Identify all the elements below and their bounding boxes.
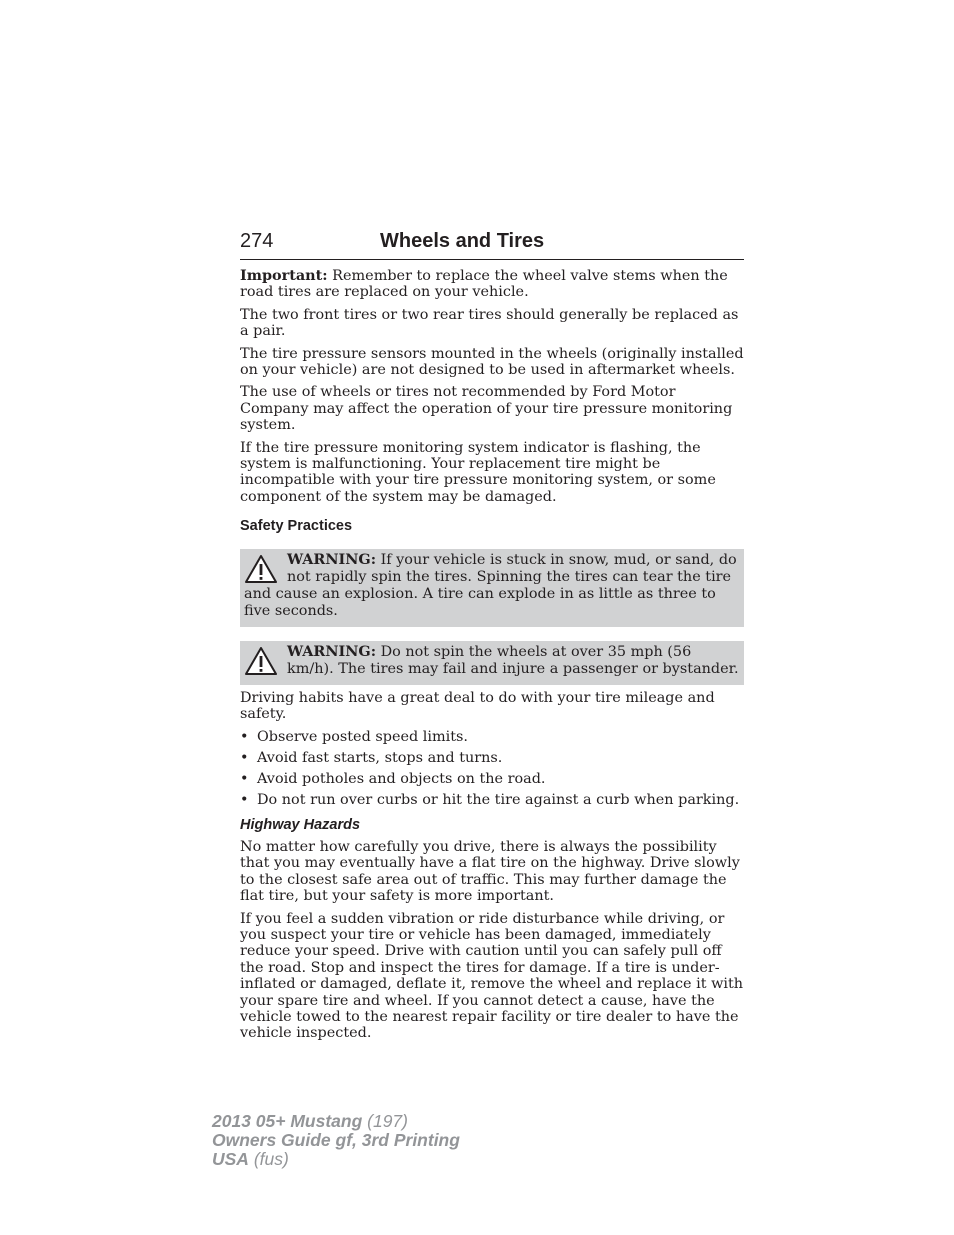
intro-paragraph: The tire pressure sensors mounted in the wheels (originally installed on your vehicle) are not designed to be used in aftermarket wheels. — [240, 345, 744, 379]
page-number: 274 — [240, 230, 274, 252]
list-item — [240, 729, 744, 745]
important-label: Important: — [240, 267, 328, 284]
intro-paragraph-important — [240, 268, 744, 301]
safety-practices-heading: Safety Practices — [240, 518, 353, 535]
page-header — [240, 229, 744, 260]
warning-box — [240, 641, 744, 685]
list-item — [240, 771, 744, 787]
footer-market: USA — [212, 1149, 249, 1169]
page-content — [240, 268, 744, 1048]
footer-market-code: (fus) — [248, 1149, 289, 1169]
footer-line — [212, 1150, 460, 1169]
bullet-glyph: • — [240, 749, 249, 766]
footer-code: (197) — [362, 1111, 408, 1131]
bullet-glyph: • — [240, 728, 249, 745]
driving-habits-paragraph: Driving habits have a great deal to do with your tire mileage and safety. — [240, 689, 715, 723]
page-title: Wheels and Tires — [380, 230, 545, 252]
list-item-text: Observe posted speed limits. — [257, 728, 468, 745]
warning-triangle-icon — [244, 554, 278, 584]
warning-box — [240, 549, 744, 627]
bullet-glyph: • — [240, 791, 249, 808]
list-item-text: Avoid potholes and objects on the road. — [257, 770, 546, 787]
list-item-text: Avoid fast starts, stops and turns. — [257, 749, 503, 766]
list-item — [240, 792, 744, 808]
warning-label: WARNING: — [287, 642, 377, 660]
footer-guide: Owners Guide gf, 3rd Printing — [212, 1130, 460, 1150]
highway-paragraph: If you feel a sudden vibration or ride disturbance while driving, or you suspect your tire or vehicle has been damaged, immediately reduce your speed. Drive with caution until you can safely pull off the road. Stop and inspect the tires for damage. If a tire is under-inflated or damaged, deflate it, remove the wheel and replace it with your spare tire and wheel. If you cannot detect a cause, have the vehicle towed to the nearest repair facility or tire dealer to have the vehicle inspected. — [240, 910, 744, 1042]
intro-paragraph: The two front tires or two rear tires should generally be replaced as a pair. — [240, 306, 739, 340]
highway-hazards-heading: Highway Hazards — [240, 816, 361, 833]
intro-paragraph: The use of wheels or tires not recommended by Ford Motor Company may affect the operation of your tire pressure monitoring system. — [240, 384, 733, 434]
highway-paragraph: No matter how carefully you drive, there is always the possibility that you may eventually have a flat tire on the highway. Drive slowly to the closest safe area out of traffic. This may further damage the flat tire, but your safety is more important. — [240, 838, 740, 905]
intro-paragraph: If the tire pressure monitoring system indicator is flashing, the system is malfunctioning. Your replacement tire might be incompatible with your tire pressure monitoring system, or some component of the system may be damaged. — [240, 439, 716, 505]
bullet-glyph: • — [240, 770, 249, 787]
list-item-text: Do not run over curbs or hit the tire against a curb when parking. — [257, 791, 740, 808]
intro-text: Remember to replace the wheel valve stems when the road tires are replaced on your vehicle. — [240, 268, 728, 301]
warning-text: Do not spin the wheels at over 35 mph (56 km/h). The tires may fail and injure a passenger or bystander. — [287, 643, 739, 677]
footer-line — [212, 1112, 460, 1131]
footer-model: 2013 05+ Mustang — [212, 1111, 363, 1131]
warning-text: If your vehicle is stuck in snow, mud, or sand, do not rapidly spin the tires. Spinning the tires can tear the tire and cause an explosion. A tire can explode in as little as three to five seconds. — [244, 552, 737, 619]
footer-line — [212, 1131, 460, 1150]
footer-imprint — [212, 1112, 460, 1169]
warning-triangle-icon — [244, 646, 278, 676]
list-item — [240, 750, 744, 766]
warning-label: WARNING: — [287, 551, 377, 569]
bullet-list — [240, 729, 744, 808]
